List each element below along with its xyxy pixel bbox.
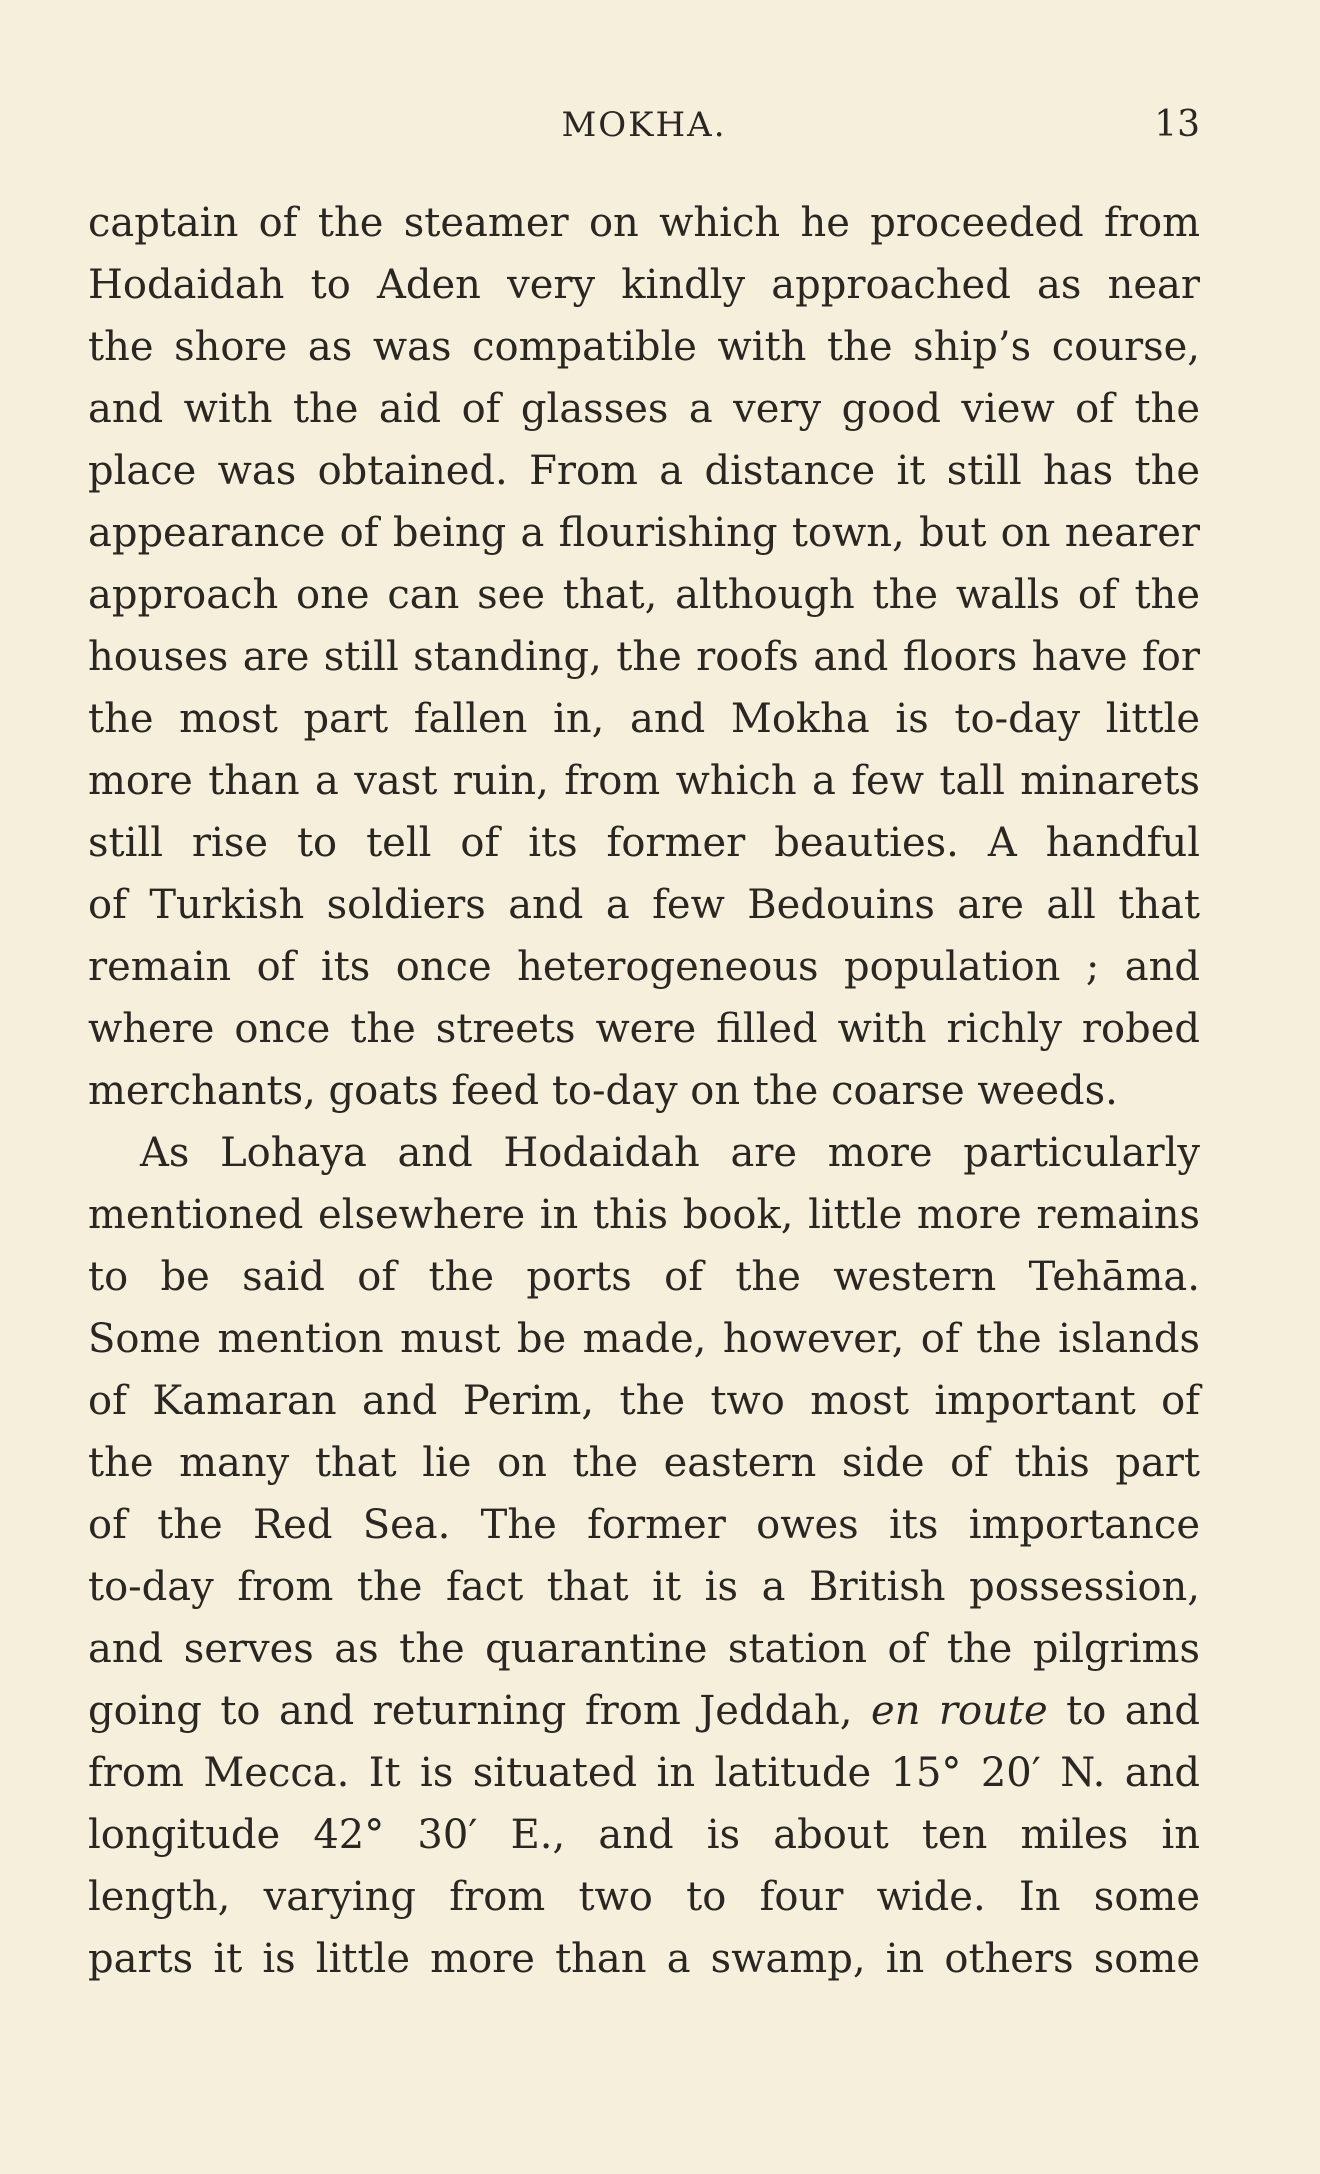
text-line: Hodaidah to Aden very kindly approached as near <box>88 262 1200 308</box>
text-line: of Kamaran and Perim, the two most important of <box>88 1378 1200 1424</box>
running-head <box>88 100 1200 150</box>
text-line: captain of the steamer on which he proceeded from <box>88 200 1200 246</box>
text-line: place was obtained. From a distance it still has the <box>88 448 1200 494</box>
text-line: merchants, goats feed to-day on the coarse weeds. <box>88 1068 1118 1114</box>
text-line-with-italic <box>88 1680 1200 1742</box>
text-line: of Turkish soldiers and a few Bedouins are all that <box>88 882 1200 928</box>
text-line: Some mention must be made, however, of the islands <box>88 1316 1200 1362</box>
text-line: mentioned elsewhere in this book, little more remains <box>88 1192 1200 1238</box>
line-segment: going to and returning from Jeddah, <box>88 1688 853 1734</box>
running-title: MOKHA. <box>561 105 727 145</box>
text-line: the many that lie on the eastern side of this part <box>88 1440 1200 1486</box>
text-line: still rise to tell of its former beauties. A handful <box>88 820 1200 866</box>
text-line: parts it is little more than a swamp, in others some <box>88 1936 1200 1982</box>
text-line: houses are still standing, the roofs and floors have for <box>88 634 1200 680</box>
text-line: from Mecca. It is situated in latitude 15° 20′ N. and <box>88 1750 1200 1796</box>
text-line: the shore as was compatible with the ship’s course, <box>88 324 1200 370</box>
page-number: 13 <box>1154 104 1200 145</box>
text-line: and with the aid of glasses a very good view of the <box>88 386 1200 432</box>
text-line: where once the streets were filled with richly robed <box>88 1006 1200 1052</box>
body-text <box>88 192 1200 1990</box>
text-line: remain of its once heterogeneous population ; and <box>88 944 1200 990</box>
text-line: to-day from the fact that it is a British possession, <box>88 1564 1200 1610</box>
text-line: length, varying from two to four wide. In some <box>88 1874 1200 1920</box>
paragraph-start-line: As Lohaya and Hodaidah are more particularly <box>140 1130 1200 1176</box>
italic-phrase: en route <box>871 1688 1048 1734</box>
text-line: approach one can see that, although the walls of the <box>88 572 1200 618</box>
line-segment: to and <box>1066 1688 1201 1734</box>
text-line: more than a vast ruin, from which a few tall minarets <box>88 758 1200 804</box>
text-line: the most part fallen in, and Mokha is to-day little <box>88 696 1200 742</box>
text-line: longitude 42° 30′ E., and is about ten miles in <box>88 1812 1200 1858</box>
text-line: to be said of the ports of the western Tehāma. <box>88 1254 1200 1300</box>
text-line: and serves as the quarantine station of the pilgrims <box>88 1626 1200 1672</box>
text-line: of the Red Sea. The former owes its importance <box>88 1502 1200 1548</box>
text-line: appearance of being a flourishing town, but on nearer <box>88 510 1200 556</box>
